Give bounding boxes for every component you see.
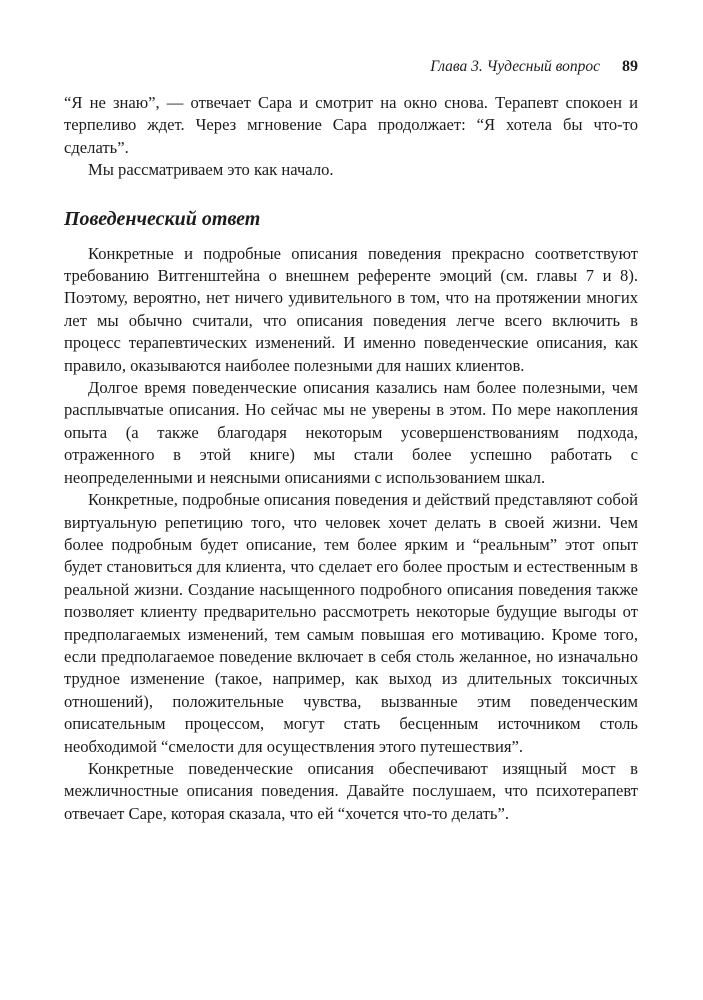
- paragraph: Долгое время поведенческие описания казались нам более полезными, чем расплывчатые описания. Но сейчас мы не уверены в этом. По мере накопления опыта (а также благодаря некоторым усовершенствованиям подхода, отраженного в этой книге) мы стали более успешно работать с неопределенными и неясными описаниями с использованием шкал.: [64, 378, 638, 487]
- running-header: [64, 58, 638, 92]
- book-page: [64, 58, 638, 825]
- paragraph: Конкретные поведенческие описания обеспечивают изящный мост в межличностные описания поведения. Давайте послушаем, что психотерапевт отвечает Саре, которая сказала, что ей “хочется что-то делать”.: [64, 758, 638, 823]
- paragraph: Мы рассматриваем это как начало.: [88, 160, 334, 180]
- section-heading: Поведенческий ответ: [64, 207, 261, 230]
- page-body: [64, 92, 638, 825]
- page-number: 89: [622, 58, 638, 75]
- chapter-title: Глава 3. Чудесный вопрос: [430, 58, 600, 75]
- dialogue-paragraph: “Я не знаю”, — отвечает Сара и смотрит на окно снова. Терапевт спокоен и терпеливо ждет. Через мгновение Сара продолжает: “Я хотела бы что-то сделать”.: [64, 93, 638, 157]
- paragraph: Конкретные и подробные описания поведения прекрасно соответствуют требованию Витгенштейна о внешнем референте эмоций (см. главы 7 и 8). Поэтому, вероятно, нет ничего удивительного в том, что на протяжении многих лет мы обычно считали, что описания поведения легче всего включить в процесс терапевтических изменений. И именно поведенческие описания, как правило, оказываются наиболее полезными для наших клиентов.: [64, 243, 638, 375]
- paragraph: Конкретные, подробные описания поведения и действий представляют собой виртуальную репетицию того, что человек хочет делать в своей жизни. Чем более подробным будет описание, тем более ярким и “реальным” этот опыт будет становиться для клиента, что сделает его более простым и естественным в реальной жизни. Создание насыщенного подробного описания поведения также позволяет клиенту предварительно рассмотреть некоторые будущие выгоды от предполагаемых изменений, тем самым повышая его мотивацию. Кроме того, если предполагаемое поведение включает в себя столь желанное, но изначально трудное изменение (такое, например, как выход из длительных токсичных отношений), положительные чувства, вызванные этим поведенческим описательным процессом, могут стать бесценным источником столь необходимой “смелости для осуществления этого путешествия”.: [64, 490, 638, 756]
